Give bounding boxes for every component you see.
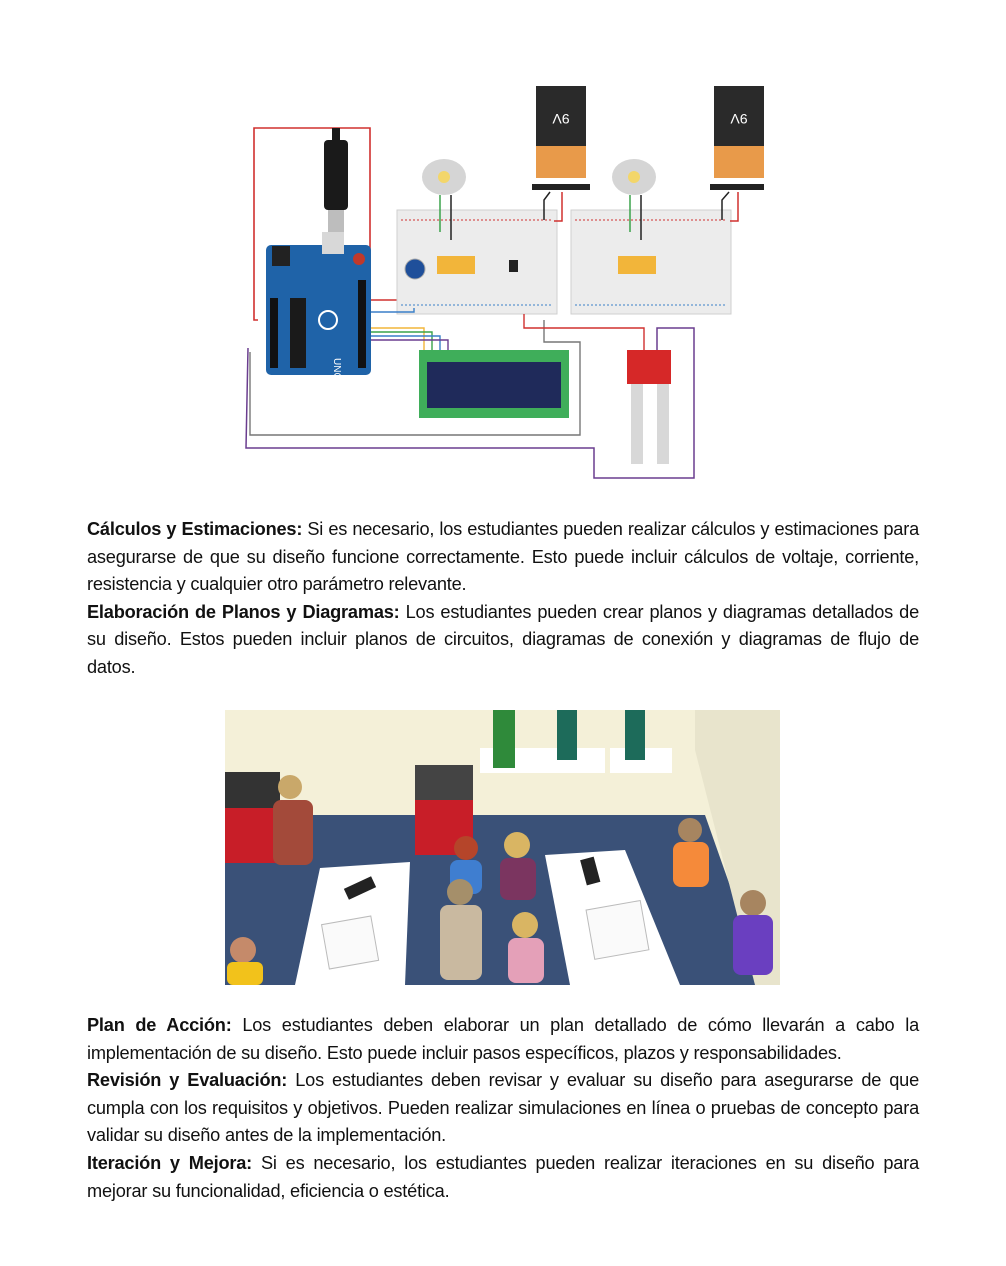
usb-cable	[324, 140, 348, 210]
soil-moisture-sensor	[627, 350, 671, 464]
paragraph-revision	[87, 1067, 919, 1150]
paragraph-text: Los estudiantes deben revisar y evaluar su diseño para asegurarse de que cumpla con los requisitos y objetivos. Pueden realizar simulaciones en línea o pruebas de concepto para validar su diseño antes de la implementación.	[87, 1070, 919, 1146]
classroom-render-figure	[225, 710, 780, 985]
paragraph-text: Si es necesario, los estudiantes pueden realizar cálculos y estimaciones para asegurarse de que su diseño funcione correctamente. Esto puede incluir cálculos de voltaje, corriente, resistencia y cualquier otro parámetro relevante.	[87, 519, 919, 595]
svg-text:9V: 9V	[730, 111, 748, 127]
paragraph-text: Los estudiantes pueden crear planos y diagramas detallados de su diseño. Estos pueden incluir planos de circuitos, diagramas de conexión y diagramas de flujo de datos.	[87, 601, 919, 677]
paragraph-heading: Elaboración de Planos y Diagramas:	[87, 601, 400, 622]
paragraph-heading: Revisión y Evaluación:	[87, 1070, 288, 1091]
battery-9v-2	[710, 86, 764, 190]
paragraph-heading: Cálculos y Estimaciones:	[87, 519, 303, 539]
circuit-diagram-figure	[244, 80, 764, 480]
breadboard-1	[397, 210, 557, 314]
text-section-implementation	[87, 1012, 919, 1205]
paragraph-text: Los estudiantes deben elaborar un plan detallado de cómo llevarán a cabo la implementación de su diseño. Esto puede incluir pasos específicos, plazos y responsabilidades.	[87, 1015, 919, 1063]
text-section-design	[87, 516, 919, 682]
red-drawer-cabinet	[225, 772, 280, 863]
svg-text:9V: 9V	[552, 111, 570, 127]
svg-text:UNO: UNO	[331, 358, 342, 381]
dc-motor-1	[422, 159, 466, 195]
paragraph-iteracion	[87, 1150, 919, 1205]
breadboard-2	[571, 210, 731, 314]
paragraph-heading: Plan de Acción:	[87, 1015, 232, 1035]
paragraph-heading: Iteración y Mejora:	[87, 1152, 253, 1173]
dc-motor-2	[612, 159, 656, 195]
battery-9v-1	[532, 86, 590, 190]
paragraph-calculos	[87, 516, 919, 599]
paragraph-planos	[87, 599, 919, 682]
paragraph-text: Si es necesario, los estudiantes pueden realizar iteraciones en su diseño para mejorar su funcionalidad, eficiencia o estética.	[87, 1152, 919, 1201]
lcd-16x2-display	[419, 350, 569, 418]
paragraph-plan-accion	[87, 1012, 919, 1067]
arduino-uno-board	[266, 232, 371, 380]
